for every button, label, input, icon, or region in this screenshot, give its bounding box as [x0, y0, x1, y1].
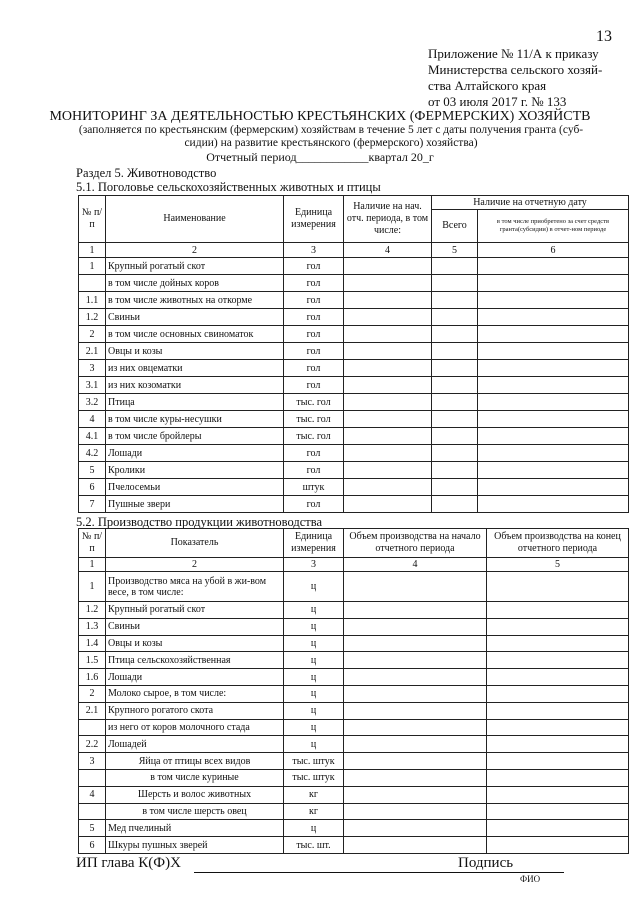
value-cell-start[interactable] — [344, 258, 432, 275]
row-name: Яйца от птицы всех видов — [106, 753, 284, 770]
table-row — [79, 618, 629, 635]
table-row — [79, 769, 629, 786]
row-name: в том числе куриные — [106, 769, 284, 786]
section-title: Раздел 5. Животноводство — [76, 166, 217, 180]
row-name: в том числе шерсть овец — [106, 803, 284, 820]
table-row — [79, 326, 629, 343]
appendix-line: ства Алтайского края — [428, 78, 547, 93]
value-cell-start[interactable] — [344, 275, 432, 292]
value-cell-start[interactable] — [344, 602, 487, 619]
page-number: 13 — [596, 28, 612, 45]
column-numbers-row — [79, 243, 629, 258]
value-cell-end[interactable] — [487, 837, 629, 854]
row-unit: тыс. штук — [284, 769, 344, 786]
row-unit: ц — [284, 635, 344, 652]
table-row — [79, 394, 629, 411]
value-cell-total[interactable] — [432, 445, 478, 462]
value-cell-grant[interactable] — [478, 445, 629, 462]
value-cell-total[interactable] — [432, 309, 478, 326]
row-unit: гол — [284, 275, 344, 292]
table-row — [79, 275, 629, 292]
value-cell-total[interactable] — [432, 377, 478, 394]
row-number: 4.2 — [79, 445, 106, 462]
table52-title: 5.2. Производство продукции животноводства — [76, 515, 322, 529]
row-unit: гол — [284, 326, 344, 343]
reporting-period: Отчетный период____________квартал 20_г — [206, 150, 434, 164]
value-cell-start[interactable] — [344, 411, 432, 428]
col-number: 3 — [284, 558, 344, 572]
header-start: Наличие на нач. отч. периода, в том числе: — [344, 196, 432, 243]
row-name: Птица — [106, 394, 284, 411]
row-name: Птица сельскохозяйственная — [106, 652, 284, 669]
row-name: Шерсть и волос животных — [106, 786, 284, 803]
row-unit: ц — [284, 652, 344, 669]
row-name: Крупного рогатого скота — [106, 702, 284, 719]
value-cell-grant[interactable] — [478, 360, 629, 377]
row-name: Крупный рогатый скот — [106, 602, 284, 619]
row-name: Свиньи — [106, 618, 284, 635]
value-cell-grant[interactable] — [478, 411, 629, 428]
signature-name-line — [194, 872, 526, 873]
row-number: 1.3 — [79, 618, 106, 635]
row-name: Овцы и козы — [106, 635, 284, 652]
table-row — [79, 496, 629, 513]
row-unit: тыс. шт. — [284, 837, 344, 854]
header-unit: Единица измерения — [284, 529, 344, 558]
value-cell-start[interactable] — [344, 618, 487, 635]
value-cell-end[interactable] — [487, 820, 629, 837]
value-cell-total[interactable] — [432, 411, 478, 428]
document-subtitle: (заполняется по крестьянским (фермерским) хозяйствам в течение 5 лет с даты получения гранта (суб-сидии) на развитие крестьянского (фермерского) хозяйства) — [78, 124, 584, 149]
value-cell-end[interactable] — [487, 753, 629, 770]
row-number: 4 — [79, 786, 106, 803]
col-number: 3 — [284, 243, 344, 258]
value-cell-end[interactable] — [487, 769, 629, 786]
header-num: № п/п — [79, 529, 106, 558]
row-name: Свиньи — [106, 309, 284, 326]
col-number: 1 — [79, 243, 106, 258]
appendix-reference — [428, 46, 628, 110]
row-number: 2.1 — [79, 702, 106, 719]
col-number: 5 — [432, 243, 478, 258]
row-name: в том числе куры-несушки — [106, 411, 284, 428]
col-number: 4 — [344, 558, 487, 572]
row-number — [79, 803, 106, 820]
row-unit: ц — [284, 669, 344, 686]
fio-label: ФИО — [520, 874, 541, 884]
value-cell-end[interactable] — [487, 736, 629, 753]
header-name: Показатель — [106, 529, 284, 558]
value-cell-total[interactable] — [432, 428, 478, 445]
value-cell-start[interactable] — [344, 428, 432, 445]
value-cell-grant[interactable] — [478, 326, 629, 343]
table-row — [79, 462, 629, 479]
row-unit: ц — [284, 820, 344, 837]
value-cell-grant[interactable] — [478, 377, 629, 394]
row-unit: ц — [284, 685, 344, 702]
row-unit: гол — [284, 258, 344, 275]
table-row — [79, 803, 629, 820]
table-row — [79, 736, 629, 753]
header-grant: в том числе приобретено за счет средств гранта(субсидии) в отчет-ном периоде — [478, 210, 629, 243]
table-row — [79, 572, 629, 602]
header-name: Наименование — [106, 196, 284, 243]
row-name: Лошадей — [106, 736, 284, 753]
value-cell-grant[interactable] — [478, 496, 629, 513]
value-cell-grant[interactable] — [478, 292, 629, 309]
row-number: 3 — [79, 360, 106, 377]
value-cell-end[interactable] — [487, 803, 629, 820]
row-number: 1 — [79, 572, 106, 602]
value-cell-start[interactable] — [344, 652, 487, 669]
row-number: 2 — [79, 326, 106, 343]
table-row — [79, 343, 629, 360]
value-cell-start[interactable] — [344, 635, 487, 652]
value-cell-total[interactable] — [432, 360, 478, 377]
signature-sign-line — [512, 872, 564, 873]
row-unit: ц — [284, 572, 344, 602]
column-numbers-row — [79, 558, 629, 572]
value-cell-start[interactable] — [344, 803, 487, 820]
row-number: 7 — [79, 496, 106, 513]
table-row — [79, 837, 629, 854]
header-unit: Единица измерения — [284, 196, 344, 243]
row-unit: гол — [284, 445, 344, 462]
value-cell-start[interactable] — [344, 326, 432, 343]
row-number — [79, 769, 106, 786]
row-name: Лошади — [106, 669, 284, 686]
value-cell-start[interactable] — [344, 685, 487, 702]
table-row — [79, 669, 629, 686]
value-cell-grant[interactable] — [478, 309, 629, 326]
row-number: 5 — [79, 820, 106, 837]
value-cell-start[interactable] — [344, 394, 432, 411]
header-end: Объем производства на конец отчетного периода — [487, 529, 629, 558]
col-number: 1 — [79, 558, 106, 572]
value-cell-total[interactable] — [432, 275, 478, 292]
table-row — [79, 602, 629, 619]
appendix-line: от 03 июля 2017 г. № 133 — [428, 94, 567, 109]
row-name: Овцы и козы — [106, 343, 284, 360]
table-row — [79, 753, 629, 770]
table-row — [79, 652, 629, 669]
row-number: 1 — [79, 258, 106, 275]
appendix-line: Министерства сельского хозяй- — [428, 62, 603, 77]
table-row — [79, 428, 629, 445]
row-unit: штук — [284, 479, 344, 496]
value-cell-start[interactable] — [344, 820, 487, 837]
col-number: 2 — [106, 243, 284, 258]
production-table — [78, 528, 629, 854]
table-row — [79, 445, 629, 462]
value-cell-grant[interactable] — [478, 258, 629, 275]
value-cell-end[interactable] — [487, 635, 629, 652]
value-cell-end[interactable] — [487, 572, 629, 602]
row-name: Шкуры пушных зверей — [106, 837, 284, 854]
row-unit: гол — [284, 360, 344, 377]
value-cell-total[interactable] — [432, 258, 478, 275]
table-row — [79, 685, 629, 702]
row-number: 1.2 — [79, 309, 106, 326]
value-cell-start[interactable] — [344, 769, 487, 786]
value-cell-grant[interactable] — [478, 462, 629, 479]
row-unit: ц — [284, 719, 344, 736]
row-number: 1.4 — [79, 635, 106, 652]
row-number: 1.6 — [79, 669, 106, 686]
table-row — [79, 377, 629, 394]
row-number: 6 — [79, 837, 106, 854]
col-number: 2 — [106, 558, 284, 572]
value-cell-start[interactable] — [344, 479, 432, 496]
table-row — [79, 479, 629, 496]
row-number: 4.1 — [79, 428, 106, 445]
value-cell-start[interactable] — [344, 736, 487, 753]
row-number: 2.1 — [79, 343, 106, 360]
row-name: Пушные звери — [106, 496, 284, 513]
row-unit: тыс. штук — [284, 753, 344, 770]
livestock-table — [78, 195, 629, 513]
value-cell-start[interactable] — [344, 837, 487, 854]
value-cell-grant[interactable] — [478, 394, 629, 411]
row-unit: тыс. гол — [284, 428, 344, 445]
table-row — [79, 360, 629, 377]
row-name: в том числе животных на откорме — [106, 292, 284, 309]
row-name: из него от коров молочного стада — [106, 719, 284, 736]
livestock-table-header — [79, 196, 629, 258]
row-name: из них козоматки — [106, 377, 284, 394]
row-unit: гол — [284, 343, 344, 360]
value-cell-start[interactable] — [344, 572, 487, 602]
value-cell-start[interactable] — [344, 343, 432, 360]
row-unit: гол — [284, 462, 344, 479]
row-name: в том числе бройлеры — [106, 428, 284, 445]
row-number — [79, 719, 106, 736]
header-start: Объем производства на начало отчетного периода — [344, 529, 487, 558]
value-cell-start[interactable] — [344, 462, 432, 479]
table-row — [79, 702, 629, 719]
header-total: Всего — [432, 210, 478, 243]
row-number: 5 — [79, 462, 106, 479]
row-number: 6 — [79, 479, 106, 496]
production-table-header — [79, 529, 629, 572]
row-number: 1.1 — [79, 292, 106, 309]
row-number: 1.5 — [79, 652, 106, 669]
value-cell-start[interactable] — [344, 702, 487, 719]
col-number: 5 — [487, 558, 629, 572]
row-unit: тыс. гол — [284, 411, 344, 428]
value-cell-total[interactable] — [432, 462, 478, 479]
value-cell-grant[interactable] — [478, 275, 629, 292]
row-name: Кролики — [106, 462, 284, 479]
table51-title: 5.1. Поголовье сельскохозяйственных животных и птицы — [76, 180, 381, 194]
row-number: 3 — [79, 753, 106, 770]
value-cell-end[interactable] — [487, 602, 629, 619]
row-name: Мед пчелиный — [106, 820, 284, 837]
value-cell-total[interactable] — [432, 326, 478, 343]
value-cell-end[interactable] — [487, 669, 629, 686]
row-unit: гол — [284, 377, 344, 394]
value-cell-end[interactable] — [487, 685, 629, 702]
row-unit: кг — [284, 786, 344, 803]
row-name: Молоко сырое, в том числе: — [106, 685, 284, 702]
row-unit: ц — [284, 736, 344, 753]
value-cell-start[interactable] — [344, 309, 432, 326]
row-unit: ц — [284, 618, 344, 635]
livestock-table-body — [79, 258, 629, 513]
value-cell-start[interactable] — [344, 669, 487, 686]
value-cell-total[interactable] — [432, 292, 478, 309]
value-cell-total[interactable] — [432, 496, 478, 513]
row-number: 2.2 — [79, 736, 106, 753]
row-name: в том числе дойных коров — [106, 275, 284, 292]
value-cell-end[interactable] — [487, 618, 629, 635]
row-number — [79, 275, 106, 292]
row-number: 3.2 — [79, 394, 106, 411]
signature-owner-label: ИП глава К(Ф)Х — [76, 855, 181, 871]
value-cell-end[interactable] — [487, 652, 629, 669]
table-row — [79, 292, 629, 309]
value-cell-end[interactable] — [487, 719, 629, 736]
production-table-body — [79, 572, 629, 854]
value-cell-start[interactable] — [344, 496, 432, 513]
value-cell-grant[interactable] — [478, 479, 629, 496]
value-cell-total[interactable] — [432, 479, 478, 496]
row-name: Пчелосемьи — [106, 479, 284, 496]
header-num: № п/п — [79, 196, 106, 243]
row-name: в том числе основных свиноматок — [106, 326, 284, 343]
table-row — [79, 258, 629, 275]
table-row — [79, 719, 629, 736]
row-number: 1.2 — [79, 602, 106, 619]
row-unit: гол — [284, 496, 344, 513]
signature-label: Подпись — [458, 855, 514, 871]
row-unit: ц — [284, 602, 344, 619]
value-cell-start[interactable] — [344, 445, 432, 462]
value-cell-end[interactable] — [487, 702, 629, 719]
row-unit: гол — [284, 309, 344, 326]
value-cell-start[interactable] — [344, 292, 432, 309]
row-name: Лошади — [106, 445, 284, 462]
value-cell-total[interactable] — [432, 394, 478, 411]
value-cell-total[interactable] — [432, 343, 478, 360]
table-row — [79, 786, 629, 803]
row-name: из них овцематки — [106, 360, 284, 377]
table-row — [79, 411, 629, 428]
table-row — [79, 820, 629, 837]
appendix-line: Приложение № 11/А к приказу — [428, 46, 599, 61]
col-number: 4 — [344, 243, 432, 258]
row-number: 4 — [79, 411, 106, 428]
value-cell-start[interactable] — [344, 377, 432, 394]
row-number: 3.1 — [79, 377, 106, 394]
header-current: Наличие на отчетную дату — [432, 196, 629, 210]
table-row — [79, 309, 629, 326]
row-unit: тыс. гол — [284, 394, 344, 411]
value-cell-grant[interactable] — [478, 428, 629, 445]
row-unit: гол — [284, 292, 344, 309]
value-cell-start[interactable] — [344, 753, 487, 770]
value-cell-end[interactable] — [487, 786, 629, 803]
row-unit: кг — [284, 803, 344, 820]
row-name: Производство мяса на убой в жи-вом весе, в том числе: — [106, 572, 284, 602]
col-number: 6 — [478, 243, 629, 258]
value-cell-start[interactable] — [344, 360, 432, 377]
row-name: Крупный рогатый скот — [106, 258, 284, 275]
table-row — [79, 635, 629, 652]
value-cell-start[interactable] — [344, 719, 487, 736]
value-cell-grant[interactable] — [478, 343, 629, 360]
row-number: 2 — [79, 685, 106, 702]
row-unit: ц — [284, 702, 344, 719]
value-cell-start[interactable] — [344, 786, 487, 803]
document-title: МОНИТОРИНГ ЗА ДЕЯТЕЛЬНОСТЬЮ КРЕСТЬЯНСКИХ (ФЕРМЕРСКИХ) ХОЗЯЙСТВ — [49, 109, 591, 124]
